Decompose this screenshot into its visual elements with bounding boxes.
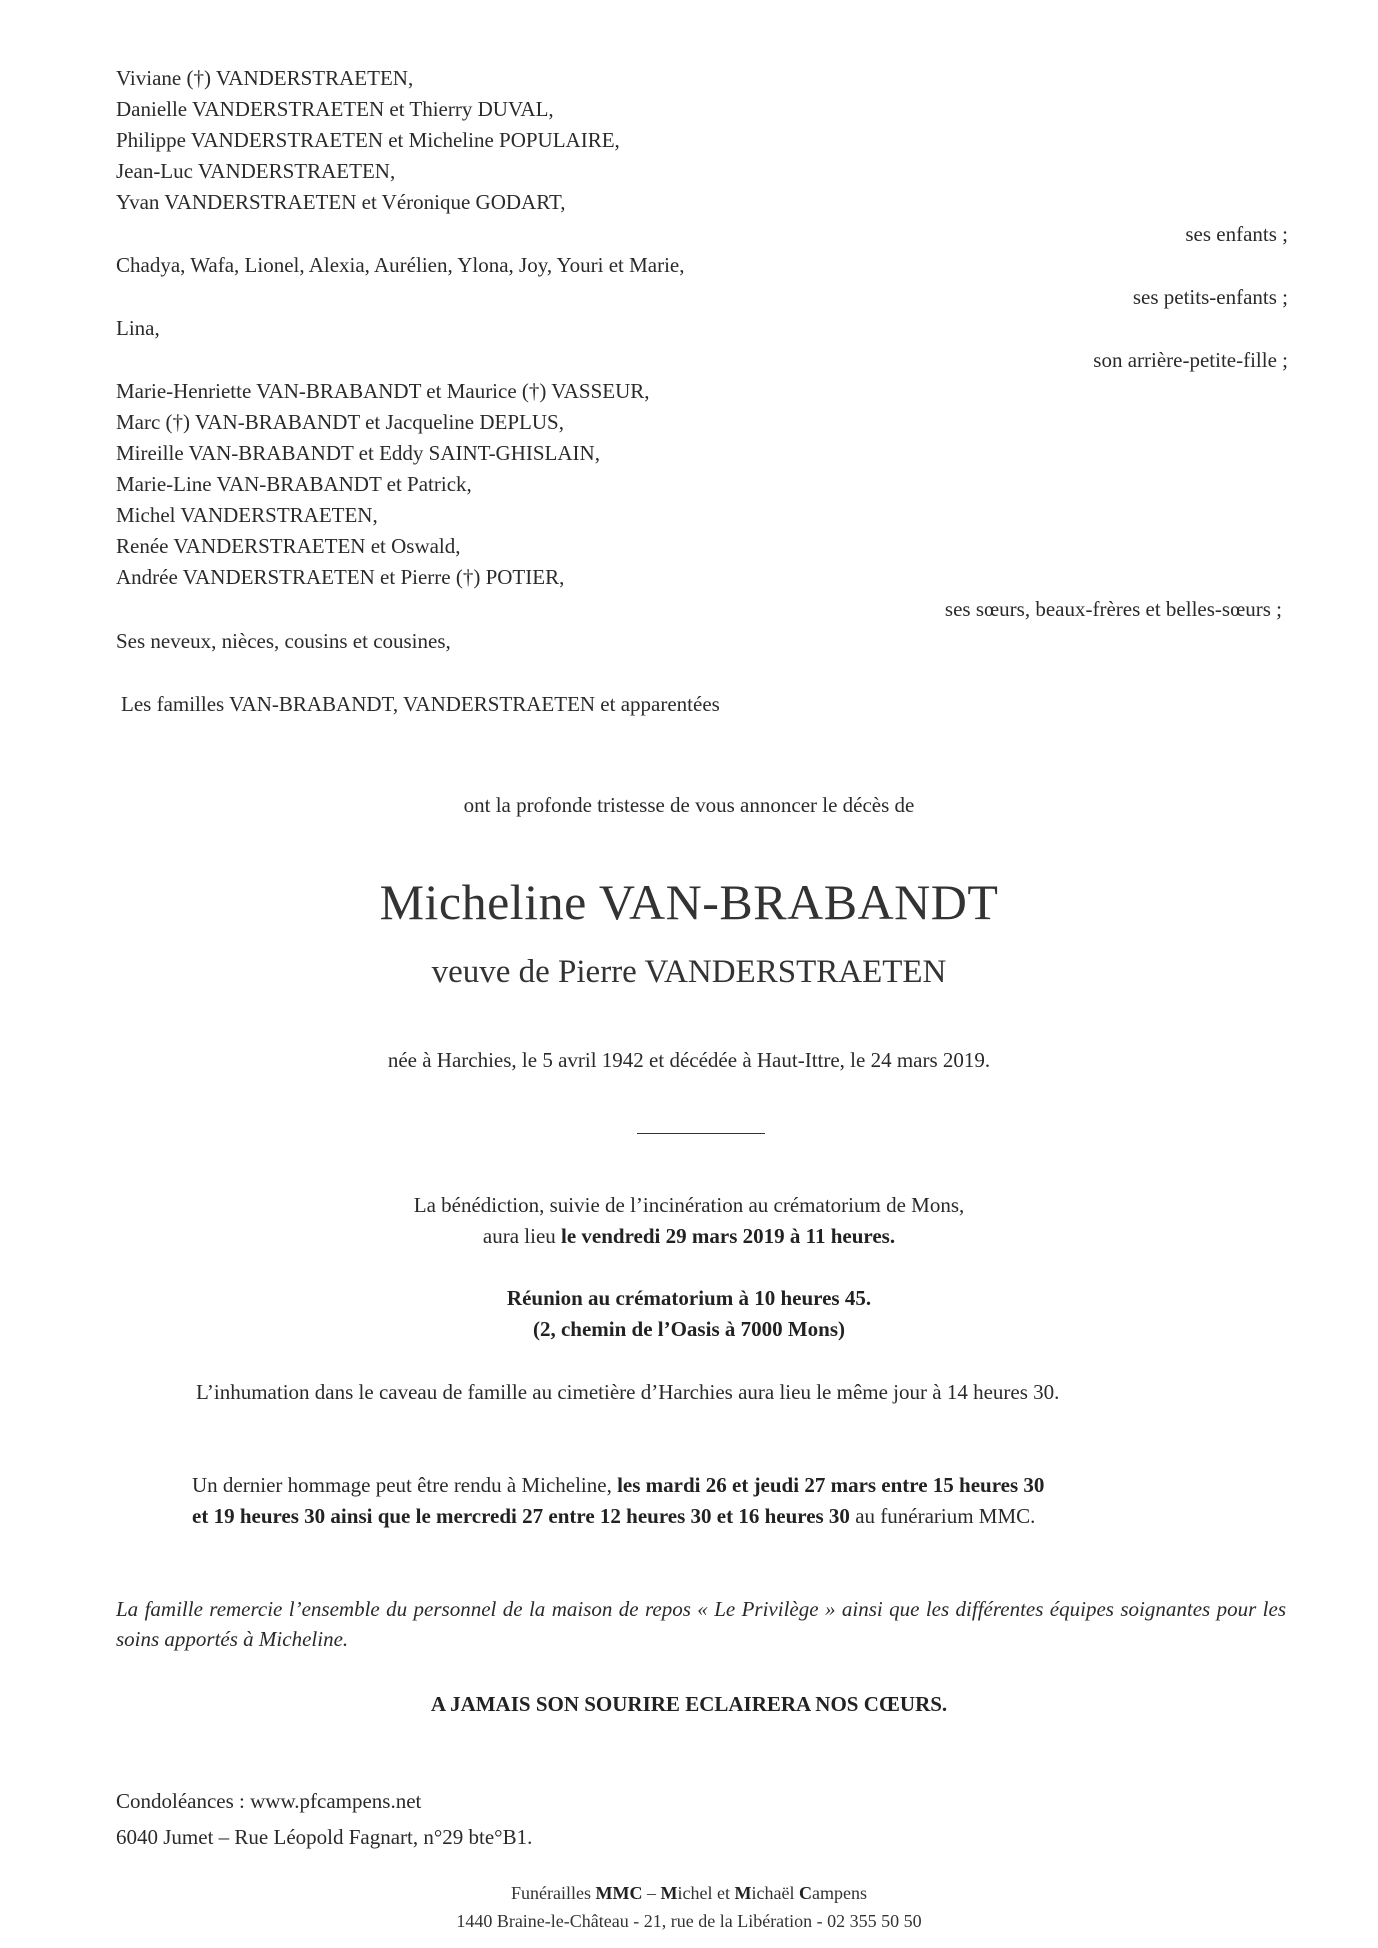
grandchildren-line: Chadya, Wafa, Lionel, Alexia, Aurélien, Ylona, Joy, Youri et Marie,	[116, 253, 685, 277]
burial-line: L’inhumation dans le caveau de famille au cimetière d’Harchies aura lieu le même jour à 14 heures 30.	[196, 1380, 1060, 1404]
footer-text: ichaël	[751, 1883, 799, 1903]
family-line: Danielle VANDERSTRAETEN et Thierry DUVAL,	[116, 97, 554, 121]
tribute-suffix: au funérarium MMC.	[849, 1504, 1036, 1528]
footer-address: 1440 Braine-le-Château - 21, rue de la Libération - 02 355 50 50	[456, 1911, 922, 1931]
relation-children: ses enfants ;	[1185, 222, 1288, 246]
thanks-paragraph: La famille remercie l’ensemble du personnel de la maison de repos « Le Privilège » ainsi que les différentes équipes soignantes pour les soins apportés à Micheline.	[116, 1597, 1286, 1651]
tribute-dates-1: les mardi 26 et jeudi 27 mars entre 15 heures 30	[617, 1473, 1045, 1497]
separator-rule	[637, 1133, 765, 1134]
footer-initial: M	[660, 1883, 678, 1903]
footer-text: ampens	[811, 1883, 867, 1903]
ceremony-meeting	[0, 1283, 1378, 1313]
widow-of: veuve de Pierre VANDERSTRAETEN	[431, 954, 947, 990]
announcement: ont la profonde tristesse de vous annoncer le décès de	[463, 793, 915, 817]
footer-text: Funérailles	[511, 1883, 596, 1903]
footer-initial: M	[734, 1883, 752, 1903]
ceremony-line-2	[0, 1221, 1378, 1251]
family-line: Philippe VANDERSTRAETEN et Micheline POPULAIRE,	[116, 128, 620, 152]
relation-great-grandchild: son arrière-petite-fille ;	[1093, 348, 1288, 372]
footer-initial: C	[798, 1883, 812, 1903]
sibling-line: Renée VANDERSTRAETEN et Oswald,	[116, 534, 461, 558]
birth-death-line: née à Harchies, le 5 avril 1942 et décédée à Haut-Ittre, le 24 mars 2019.	[387, 1048, 991, 1072]
sibling-line: Marc (†) VAN-BRABANDT et Jacqueline DEPLUS,	[116, 410, 564, 434]
address-text: (2, chemin de l’Oasis à 7000 Mons)	[532, 1317, 846, 1341]
family-line: Yvan VANDERSTRAETEN et Véronique GODART,	[116, 190, 566, 214]
ceremony-line-1: La bénédiction, suivie de l’incinération au crématorium de Mons,	[413, 1193, 965, 1217]
sibling-line: Marie-Line VAN-BRABANDT et Patrick,	[116, 472, 472, 496]
footer-text: ichel et	[677, 1883, 735, 1903]
sibling-line: Michel VANDERSTRAETEN,	[116, 503, 378, 527]
deceased-name: Micheline VAN-BRABANDT	[379, 874, 999, 930]
motto	[0, 1689, 1378, 1719]
great-grandchild-line: Lina,	[116, 316, 160, 340]
ceremony-prefix: aura lieu	[482, 1224, 562, 1248]
family-line: Viviane (†) VANDERSTRAETEN,	[116, 66, 414, 90]
ceremony-address	[0, 1314, 1378, 1344]
meeting-text: Réunion au crématorium à 10 heures 45.	[506, 1286, 872, 1310]
tribute-line-2	[192, 1501, 1035, 1531]
footer-mmc: MMC	[595, 1883, 643, 1903]
tribute-dates-2: et 19 heures 30 ainsi que le mercredi 27 entre 12 heures 30 et 16 heures 30	[192, 1504, 850, 1528]
condolences-line: Condoléances : www.pfcampens.net	[116, 1789, 422, 1813]
motto-text: A JAMAIS SON SOURIRE ECLAIRERA NOS CŒURS.	[430, 1692, 948, 1716]
footer-company	[0, 1880, 1378, 1906]
sibling-line: Mireille VAN-BRABANDT et Eddy SAINT-GHISLAIN,	[116, 441, 600, 465]
ceremony-date: le vendredi 29 mars 2019 à 11 heures.	[561, 1224, 896, 1248]
address-line: 6040 Jumet – Rue Léopold Fagnart, n°29 bte°B1.	[116, 1825, 533, 1849]
nephews-line: Ses neveux, nièces, cousins et cousines,	[116, 629, 451, 653]
footer-text: –	[642, 1883, 661, 1903]
families-line: Les familles VAN-BRABANDT, VANDERSTRAETEN et apparentées	[121, 692, 720, 716]
family-line: Jean-Luc VANDERSTRAETEN,	[116, 159, 396, 183]
tribute-prefix: Un dernier hommage peut être rendu à Micheline,	[192, 1473, 618, 1497]
tribute-line-1	[192, 1470, 1044, 1500]
sibling-line: Marie-Henriette VAN-BRABANDT et Maurice (†) VASSEUR,	[116, 379, 650, 403]
relation-grandchildren: ses petits-enfants ;	[1132, 285, 1288, 309]
sibling-line: Andrée VANDERSTRAETEN et Pierre (†) POTIER,	[116, 565, 565, 589]
relation-siblings: ses sœurs, beaux-frères et belles-sœurs ;	[944, 597, 1282, 621]
